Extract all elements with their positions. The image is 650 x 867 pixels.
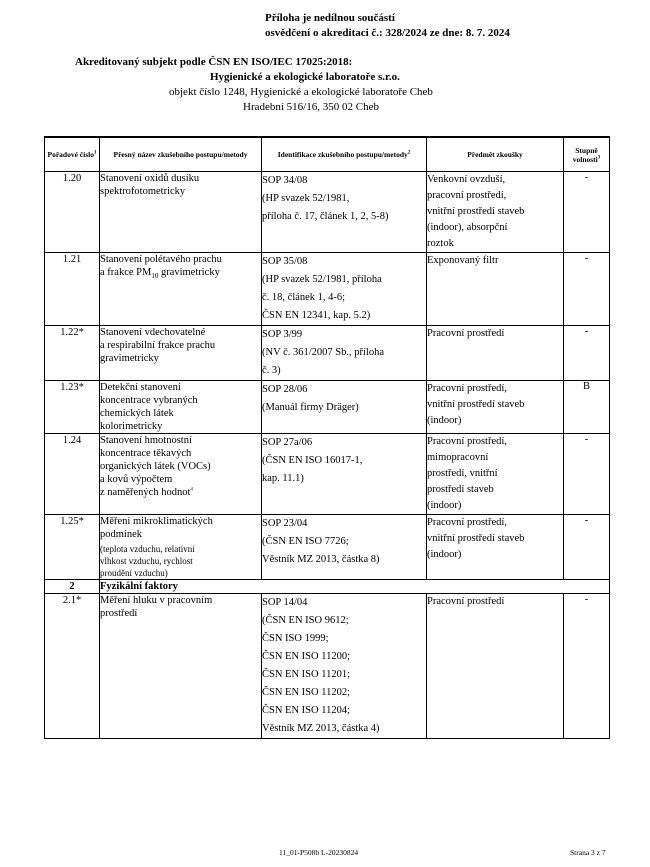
text-line: Věstník MZ 2013, částka 4) xyxy=(262,723,380,734)
row-number: 2.1* xyxy=(45,594,100,739)
test-subject xyxy=(427,594,564,739)
text-line: SOP 23/04 xyxy=(262,518,308,529)
row-number: 1.22* xyxy=(45,326,100,381)
text-line: Měření mikroklimatických xyxy=(100,516,213,527)
text-line: (indoor), absorpční xyxy=(427,222,508,233)
degree-of-freedom: - xyxy=(564,434,610,515)
degree-of-freedom: - xyxy=(564,253,610,326)
text-line: SOP 27a/06 xyxy=(262,437,313,448)
section-row xyxy=(45,580,610,594)
text-line: prostředí staveb xyxy=(427,484,494,495)
text-line: a kovů výpočtem xyxy=(100,474,173,485)
row-number: 1.21 xyxy=(45,253,100,326)
method-name xyxy=(100,434,262,515)
text-line: Stanovení oxidů dusíku xyxy=(100,173,200,184)
text-line: ČSN ISO 1999; xyxy=(262,633,329,644)
text-line: SOP 35/08 xyxy=(262,256,308,267)
text-line: (ČSN EN ISO 9612; xyxy=(262,615,349,626)
text-line: a respirabilní frakce prachu xyxy=(100,340,216,351)
footnote-mark: 4 xyxy=(190,487,193,493)
header-method-name: Přesný název zkušebního postupu/metody xyxy=(100,137,262,172)
text-line: ČSN EN 12341, kap. 5.2) xyxy=(262,310,371,321)
text-line: SOP 3/99 xyxy=(262,329,303,340)
text-line: (ČSN EN ISO 16017-1, xyxy=(262,455,363,466)
method-identification xyxy=(262,326,427,381)
text-line: (teplota vzduchu, relativní xyxy=(100,544,195,554)
text-line: (indoor) xyxy=(427,549,462,560)
test-subject xyxy=(427,253,564,326)
method-name xyxy=(100,172,262,253)
header-method-identification: Identifikace zkušebního postupu/metody$^2$ xyxy=(262,137,427,172)
test-subject xyxy=(427,172,564,253)
method-identification xyxy=(262,381,427,434)
text-line: vlhkost vzduchu, rychlost xyxy=(100,556,193,566)
text-line: kap. 11.1) xyxy=(262,473,304,484)
method-name xyxy=(100,594,262,739)
table-row xyxy=(45,594,610,739)
text-line: ČSN EN ISO 11204; xyxy=(262,705,350,716)
text-line: Venkovní ovzduší, xyxy=(427,174,506,185)
method-name xyxy=(100,253,262,326)
text-line: příloha č. 17, článek 1, 2, 5-8) xyxy=(262,211,389,222)
degree-of-freedom: - xyxy=(564,594,610,739)
method-identification xyxy=(262,172,427,253)
degree-of-freedom: - xyxy=(564,172,610,253)
text-line: spektrofotometricky xyxy=(100,186,186,197)
text-line: koncentrace těkavých xyxy=(100,448,192,459)
text-line: Pracovní prostředí, xyxy=(427,383,507,394)
text-line: č. 18, článek 1, 4-6; xyxy=(262,292,346,303)
methods-table xyxy=(44,136,610,739)
text-line: ČSN EN ISO 11201; xyxy=(262,669,350,680)
degree-of-freedom: B xyxy=(564,381,610,434)
method-name xyxy=(100,381,262,434)
text-line: (indoor) xyxy=(427,500,462,511)
text-line: Pracovní prostředí, xyxy=(427,517,507,528)
test-subject xyxy=(427,515,564,580)
method-identification xyxy=(262,594,427,739)
text-line: podmínek xyxy=(100,529,142,540)
section-number: 2 xyxy=(45,580,100,594)
table-row xyxy=(45,253,610,326)
text-line: Detekční stanovení xyxy=(100,382,181,393)
table-row xyxy=(45,515,610,580)
table-row xyxy=(45,434,610,515)
text-line: prostředí, vnitřní xyxy=(427,468,498,479)
text-line: (ČSN EN ISO 7726; xyxy=(262,536,349,547)
text-line: ČSN EN ISO 11200; xyxy=(262,651,350,662)
test-subject xyxy=(427,381,564,434)
page-number: Strana 3 z 7 xyxy=(570,848,606,857)
annex-line-2: osvědčení o akreditaci č.: 328/2024 ze dne: 8. 7. 2024 xyxy=(265,27,510,39)
text-fragment: z naměřených hodnot xyxy=(100,487,191,498)
lab-object: objekt číslo 1248, Hygienické a ekologické laboratoře Cheb xyxy=(169,86,433,98)
method-identification xyxy=(262,434,427,515)
text-line: a frakce $PM_{10}$ gravimetricky xyxy=(100,267,220,281)
text-line: proudění vzduchu) xyxy=(100,568,168,578)
text-line: roztok xyxy=(427,238,454,249)
text-line: vnitřní prostředí staveb xyxy=(427,399,525,410)
table-row xyxy=(45,326,610,381)
text-line: vnitřní prostředí staveb xyxy=(427,206,525,217)
method-identification xyxy=(262,515,427,580)
text-line: (HP svazek 52/1981, příloha xyxy=(262,274,382,285)
text-line: (indoor) xyxy=(427,415,462,426)
text-line: koncentrace vybraných xyxy=(100,395,198,406)
test-subject xyxy=(427,434,564,515)
degree-of-freedom: - xyxy=(564,515,610,580)
text-line: gravimetricky xyxy=(100,353,159,364)
annex-line-1: Příloha je nedílnou součástí xyxy=(265,12,395,24)
method-name xyxy=(100,515,262,580)
text-line: chemických látek xyxy=(100,408,174,419)
section-title: Fyzikální faktory xyxy=(100,580,610,594)
text-line: (HP svazek 52/1981, xyxy=(262,193,350,204)
degree-of-freedom: - xyxy=(564,326,610,381)
text-line: SOP 34/08 xyxy=(262,175,308,186)
text-line: Pracovní prostředí xyxy=(427,596,505,607)
text-line: Stanovení polétavého prachu xyxy=(100,254,222,265)
table-row xyxy=(45,172,610,253)
method-name xyxy=(100,326,262,381)
text-line xyxy=(100,486,261,499)
text-line: vnitřní prostředí staveb xyxy=(427,533,525,544)
text-line: mimopracovní xyxy=(427,452,489,463)
text-line: SOP 14/04 xyxy=(262,597,308,608)
lab-name: Hygienické a ekologické laboratoře s.r.o. xyxy=(210,71,400,83)
text-line: prostředí xyxy=(100,608,138,619)
header-degree-of-freedom: Stupně volnosti$^3$ xyxy=(564,137,610,172)
header-test-subject: Předmět zkoušky xyxy=(427,137,564,172)
row-number: 1.24 xyxy=(45,434,100,515)
method-identification xyxy=(262,253,427,326)
text-line: Stanovení vdechovatelné xyxy=(100,327,206,338)
row-number: 1.20 xyxy=(45,172,100,253)
text-line: Exponovaný filtr xyxy=(427,255,499,266)
lab-address: Hradební 516/16, 350 02 Cheb xyxy=(243,101,379,113)
text-line: pracovní prostředí, xyxy=(427,190,507,201)
method-note xyxy=(100,543,261,579)
row-number: 1.23* xyxy=(45,381,100,434)
test-subject xyxy=(427,326,564,381)
annex-header xyxy=(265,11,650,41)
accreditation-standard-line: Akreditovaný subjekt podle ČSN EN ISO/IEC 17025:2018: xyxy=(75,56,353,68)
text-line: ČSN EN ISO 11202; xyxy=(262,687,350,698)
header-number: Pořadové číslo$^1$ xyxy=(45,137,100,172)
text-line: (NV č. 361/2007 Sb., příloha xyxy=(262,347,385,358)
text-line: kolorimetricky xyxy=(100,421,163,432)
text-line: (Manuál firmy Dräger) xyxy=(262,402,359,413)
text-line: Pracovní prostředí xyxy=(427,328,505,339)
text-line: organických látek (VOCs) xyxy=(100,461,211,472)
accredited-subject-block xyxy=(0,55,650,115)
document-code: 11_01-P508b L-20230824 xyxy=(279,848,359,857)
text-line: SOP 28/06 xyxy=(262,384,308,395)
row-number: 1.25* xyxy=(45,515,100,580)
text-line: Pracovní prostředí, xyxy=(427,436,507,447)
table-row xyxy=(45,381,610,434)
text-line: Věstník MZ 2013, částka 8) xyxy=(262,554,380,565)
text-line: Stanovení hmotnostní xyxy=(100,435,192,446)
text-line: Měření hluku v pracovním xyxy=(100,595,213,606)
text-line: č. 3) xyxy=(262,365,281,376)
